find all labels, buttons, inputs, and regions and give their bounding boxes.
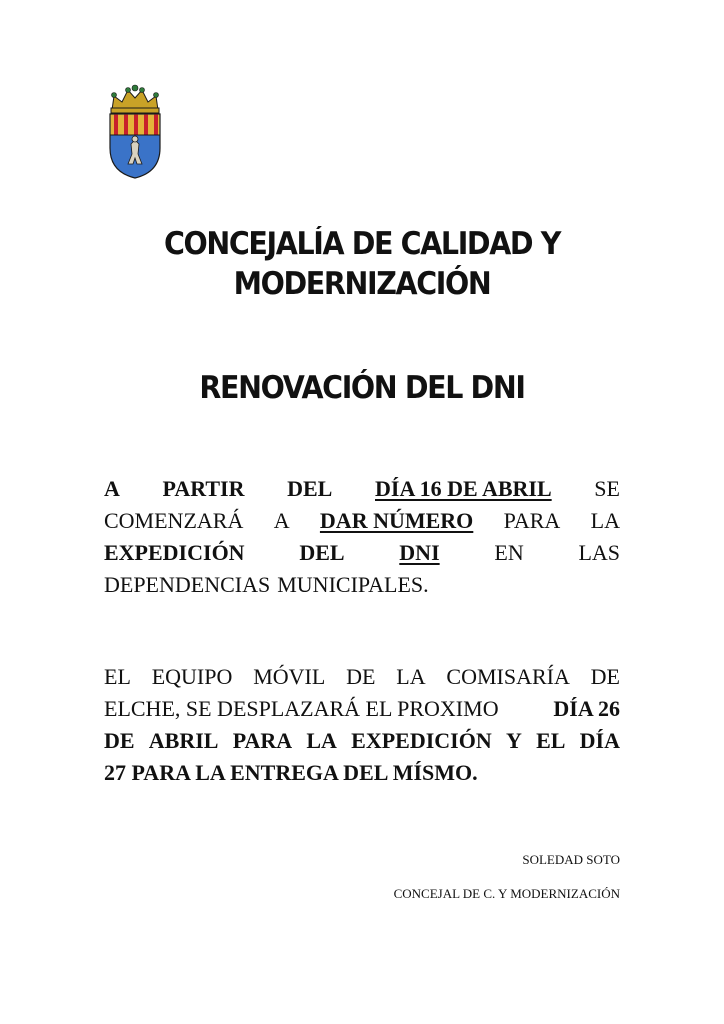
paragraph-line bbox=[104, 661, 620, 693]
word: LAS bbox=[578, 540, 620, 565]
word: DEL bbox=[287, 476, 333, 501]
visit-date: DÍA 26 bbox=[553, 696, 620, 721]
word: PARA bbox=[232, 728, 293, 753]
word: DEL bbox=[299, 540, 345, 565]
start-date: DÍA 16 DE ABRIL bbox=[375, 476, 552, 501]
coat-of-arms-icon bbox=[104, 84, 166, 180]
paragraph-line bbox=[104, 537, 620, 569]
paragraph-line bbox=[104, 725, 620, 757]
word: SE bbox=[594, 476, 620, 501]
word: EL bbox=[104, 664, 131, 689]
word: MÓVIL bbox=[253, 664, 326, 689]
give-number-phrase: DAR NÚMERO bbox=[319, 508, 474, 533]
department-title-line-2: MODERNIZACIÓN bbox=[233, 266, 491, 302]
word: A bbox=[104, 476, 120, 501]
word: LA bbox=[590, 508, 620, 533]
phrase: 27 PARA LA ENTREGA DEL MÍSMO. bbox=[104, 760, 478, 785]
word: LA bbox=[396, 664, 426, 689]
word: PARA bbox=[503, 508, 561, 533]
signature-role: CONCEJAL DE C. Y MODERNIZACIÓN bbox=[393, 886, 620, 901]
word: DE bbox=[590, 664, 620, 689]
paragraph-line bbox=[104, 757, 620, 789]
paragraph-line bbox=[104, 693, 620, 725]
word: DE bbox=[346, 664, 376, 689]
word: EXPEDICIÓN bbox=[104, 540, 245, 565]
signature-name: SOLEDAD SOTO bbox=[522, 852, 620, 867]
word: MUNICIPALES. bbox=[277, 572, 429, 597]
notice-title: RENOVACIÓN DEL DNI bbox=[199, 370, 525, 406]
crown-icon bbox=[111, 85, 159, 113]
word: EN bbox=[494, 540, 524, 565]
word: COMISARÍA bbox=[446, 664, 570, 689]
word: COMENZARÁ bbox=[104, 508, 244, 533]
word: EQUIPO bbox=[151, 664, 233, 689]
paragraph-line bbox=[104, 505, 620, 537]
paragraph-mobile-team bbox=[104, 661, 620, 789]
word: LA bbox=[306, 728, 337, 753]
word: DEPENDENCIAS bbox=[104, 572, 271, 597]
paragraph-line bbox=[104, 569, 620, 601]
dni-word: DNI bbox=[399, 540, 440, 565]
paragraph-line bbox=[104, 473, 620, 505]
department-title bbox=[84, 224, 640, 304]
phrase: ELCHE, SE DESPLAZARÁ EL PROXIMO bbox=[104, 696, 499, 721]
word: DÍA bbox=[579, 728, 620, 753]
word: Y bbox=[505, 728, 522, 753]
word: EL bbox=[536, 728, 566, 753]
word: ABRIL bbox=[148, 728, 219, 753]
paragraph-issue-numbers bbox=[104, 473, 620, 601]
word: A bbox=[273, 508, 290, 533]
word: EXPEDICIÓN bbox=[351, 728, 492, 753]
word: PARTIR bbox=[162, 476, 245, 501]
department-title-line-1: CONCEJALÍA DE CALIDAD Y bbox=[163, 226, 561, 262]
shield-icon bbox=[110, 114, 160, 178]
word: DE bbox=[104, 728, 135, 753]
